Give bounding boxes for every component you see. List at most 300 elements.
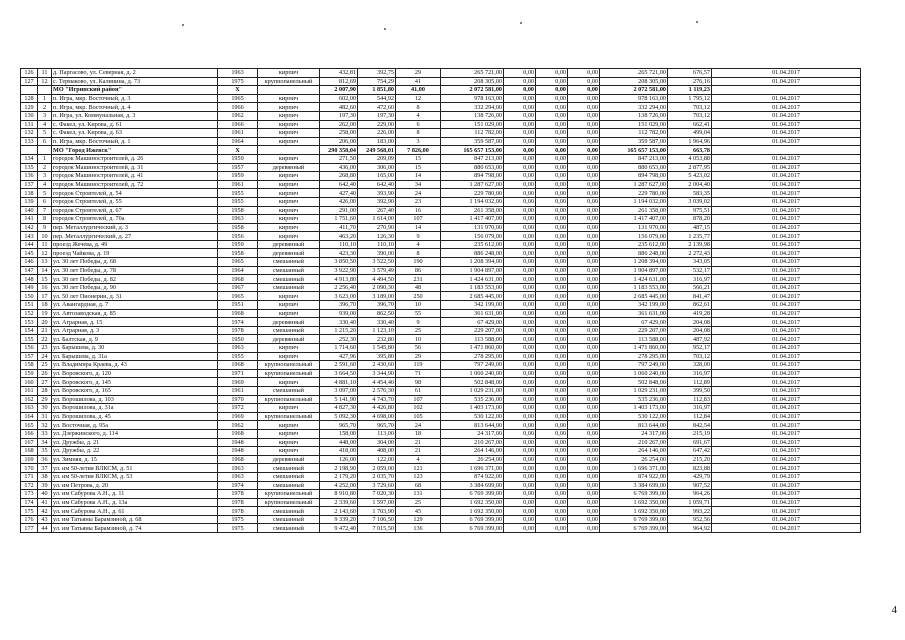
cell-mat: кирпич: [258, 137, 320, 146]
cell-total: 278 295,00: [600, 352, 668, 361]
cell-z1: 0,00: [504, 129, 536, 138]
cell-s1: 396,70: [320, 301, 358, 310]
cell-mat: кирпич: [258, 197, 320, 206]
cell-z3: 0,00: [568, 498, 600, 507]
cell-b: 3: [38, 172, 52, 181]
cell-u: 993,22: [668, 507, 712, 516]
cell-date: 01.04.2017: [712, 455, 861, 464]
cell-sum: 2 072 581,00: [441, 86, 504, 95]
cell-s1: 427,40: [320, 189, 358, 198]
cell-name: проезд Чайкова, д. 19: [52, 249, 218, 258]
table-row: [21, 490, 861, 499]
cell-mat: кирпич: [258, 344, 320, 353]
cell-name: ул. им Сабурова А.Н., д. 13а: [52, 498, 218, 507]
cell-mat: кирпич: [258, 189, 320, 198]
cell-z3: 0,00: [568, 189, 600, 198]
cell-year: 1975: [218, 524, 258, 533]
cell-s1: 2 143,60: [320, 507, 358, 516]
cell-year: X: [218, 146, 258, 155]
cell-n: 14: [396, 172, 441, 181]
cell-date: 01.04.2017: [712, 481, 861, 490]
cell-z3: 0,00: [568, 292, 600, 301]
cell-total: 886 248,00: [600, 249, 668, 258]
cell-date: 01.04.2017: [712, 120, 861, 129]
cell-a: 133: [21, 137, 38, 146]
cell-year: 1957: [218, 163, 258, 172]
cell-u: 204,08: [668, 326, 712, 335]
cell-z1: 0,00: [504, 103, 536, 112]
cell-total: 131 970,00: [600, 223, 668, 232]
cell-total: 264 146,00: [600, 447, 668, 456]
cell-s1: 3 664,50: [320, 369, 358, 378]
cell-date: 01.04.2017: [712, 395, 861, 404]
cell-mat: кирпич: [258, 301, 320, 310]
cell-total: 342 199,00: [600, 301, 668, 310]
cell-mat: кирпич: [258, 172, 320, 181]
cell-s1: 110,10: [320, 240, 358, 249]
cell-b: 10: [38, 232, 52, 241]
cell-z3: 0,00: [568, 352, 600, 361]
table-row: [21, 283, 861, 292]
cell-s1: 126,00: [320, 455, 358, 464]
cell-sum: 208 305,00: [441, 77, 504, 86]
cell-year: 1968: [218, 361, 258, 370]
cell-z3: 0,00: [568, 515, 600, 524]
cell-date: 01.04.2017: [712, 524, 861, 533]
cell-z3: 0,00: [568, 129, 600, 138]
cell-mat: кирпич: [258, 352, 320, 361]
cell-s1: 448,00: [320, 438, 358, 447]
cell-mat: смешанный: [258, 266, 320, 275]
cell-total: 1 471 860,00: [600, 344, 668, 353]
cell-z2: 0,00: [536, 309, 568, 318]
cell-year: 1968: [218, 309, 258, 318]
document-sheet: [20, 68, 880, 533]
cell-date: 01.04.2017: [712, 240, 861, 249]
table-row: [21, 292, 861, 301]
cell-s1: 463,20: [320, 232, 358, 241]
cell-z1: 0,00: [504, 335, 536, 344]
cell-s1: 197,30: [320, 111, 358, 120]
cell-z2: 0,00: [536, 472, 568, 481]
cell-sum: 24 317,00: [441, 429, 504, 438]
cell-date: 01.04.2017: [712, 223, 861, 232]
cell-b: 21: [38, 326, 52, 335]
cell-sum: 502 848,00: [441, 378, 504, 387]
cell-b: 40: [38, 490, 52, 499]
cell-name: ул. Барышева, д. 30: [52, 344, 218, 353]
cell-sum: 112 782,00: [441, 129, 504, 138]
cell-mat: смешанный: [258, 464, 320, 473]
cell-u: 2 877,95: [668, 163, 712, 172]
cell-s1: 3 850,50: [320, 258, 358, 267]
cell-date: 01.04.2017: [712, 249, 861, 258]
cell-sum: 1 904 897,00: [441, 266, 504, 275]
cell-s1: 1 751,60: [320, 215, 358, 224]
table-row: [21, 172, 861, 181]
cell-a: 159: [21, 369, 38, 378]
cell-z3: 0,00: [568, 94, 600, 103]
cell-z1: 0,00: [504, 197, 536, 206]
cell-z1: 0,00: [504, 515, 536, 524]
cell-s2: 4 494,50: [358, 275, 396, 284]
cell-b: 31: [38, 412, 52, 421]
cell-total: 1 194 032,00: [600, 197, 668, 206]
cell-mat: [258, 146, 320, 155]
cell-s1: 5 141,90: [320, 395, 358, 404]
cell-year: 1967: [218, 283, 258, 292]
cell-u: 316,97: [668, 404, 712, 413]
table-row: [21, 309, 861, 318]
cell-z2: 0,00: [536, 455, 568, 464]
cell-name: ул. им 50-летия ВЛКСМ, д. 53: [52, 472, 218, 481]
table-row: [21, 344, 861, 353]
cell-total: 6 769 399,00: [600, 524, 668, 533]
cell-s2: 306,00: [358, 163, 396, 172]
cell-s1: 426,00: [320, 197, 358, 206]
cell-s2: 1 703,90: [358, 507, 396, 516]
cell-n: 3: [396, 137, 441, 146]
cell-name: п. Игра, ул. Коммунальная, д. 3: [52, 111, 218, 120]
cell-z1: 0,00: [504, 215, 536, 224]
cell-z3: 0,00: [568, 275, 600, 284]
cell-total: 1 692 350,00: [600, 498, 668, 507]
cell-a: 146: [21, 258, 38, 267]
table-row: [21, 335, 861, 344]
cell-date: 01.04.2017: [712, 69, 861, 78]
cell-n: 4: [396, 455, 441, 464]
cell-total: 359 587,00: [600, 137, 668, 146]
cell-z3: 0,00: [568, 103, 600, 112]
table-row: [21, 163, 861, 172]
cell-s1: 4 913,80: [320, 275, 358, 284]
cell-a: 126: [21, 69, 38, 78]
cell-mat: смешанный: [258, 481, 320, 490]
cell-z3: 0,00: [568, 180, 600, 189]
scan-speck: [520, 22, 522, 24]
cell-s1: 3 097,00: [320, 386, 358, 395]
cell-z3: 0,00: [568, 146, 600, 155]
cell-mat: кирпич: [258, 94, 320, 103]
cell-mat: деревянный: [258, 335, 320, 344]
cell-sum: 847 213,00: [441, 154, 504, 163]
cell-s1: 642,40: [320, 180, 358, 189]
cell-date: 01.04.2017: [712, 386, 861, 395]
cell-total: 261 358,00: [600, 206, 668, 215]
cell-b: 29: [38, 395, 52, 404]
cell-u: 487,92: [668, 335, 712, 344]
scan-speck: [696, 21, 698, 23]
cell-u: 3 039,02: [668, 197, 712, 206]
cell-a: 170: [21, 464, 38, 473]
cell-s2: 4 426,80: [358, 404, 396, 413]
cell-s2: 1 545,80: [358, 344, 396, 353]
cell-mat: деревянный: [258, 318, 320, 327]
cell-year: 1974: [218, 481, 258, 490]
cell-sum: 261 358,00: [441, 206, 504, 215]
cell-z3: 0,00: [568, 361, 600, 370]
cell-date: 01.04.2017: [712, 344, 861, 353]
cell-s2: 2 576,30: [358, 386, 396, 395]
cell-year: 1955: [218, 197, 258, 206]
cell-u: 204,08: [668, 318, 712, 327]
cell-mat: кирпич: [258, 223, 320, 232]
cell-s2: 229,00: [358, 120, 396, 129]
cell-date: 01.04.2017: [712, 77, 861, 86]
cell-sum: 131 970,00: [441, 223, 504, 232]
cell-s1: 4 827,30: [320, 404, 358, 413]
cell-z2: 0,00: [536, 223, 568, 232]
cell-date: 01.04.2017: [712, 266, 861, 275]
cell-total: 502 848,00: [600, 378, 668, 387]
cell-sum: 1 208 394,00: [441, 258, 504, 267]
cell-mat: кирпич: [258, 438, 320, 447]
cell-a: 154: [21, 326, 38, 335]
cell-u: 878,20: [668, 215, 712, 224]
cell-date: 01.04.2017: [712, 412, 861, 421]
cell-s2: 393,90: [358, 189, 396, 198]
cell-s2: 183,00: [358, 137, 396, 146]
cell-total: 1 183 553,00: [600, 283, 668, 292]
cell-z2: 0,00: [536, 412, 568, 421]
cell-sum: 264 146,00: [441, 447, 504, 456]
cell-sum: 2 685 445,00: [441, 292, 504, 301]
cell-s2: 395,80: [358, 352, 396, 361]
cell-s2: 304,00: [358, 438, 396, 447]
cell-z2: 0,00: [536, 69, 568, 78]
cell-a: 163: [21, 404, 38, 413]
cell-total: 530 122,00: [600, 412, 668, 421]
cell-n: 24: [396, 421, 441, 430]
cell-date: 01.04.2017: [712, 172, 861, 181]
cell-mat: [258, 86, 320, 95]
cell-date: 01.04.2017: [712, 103, 861, 112]
table-row: [21, 266, 861, 275]
cell-n: 29: [396, 352, 441, 361]
cell-year: 1969: [218, 412, 258, 421]
cell-s1: 3 623,00: [320, 292, 358, 301]
cell-year: 1978: [218, 490, 258, 499]
cell-total: 361 631,00: [600, 309, 668, 318]
cell-u: 964,92: [668, 524, 712, 533]
cell-b: 8: [38, 215, 52, 224]
cell-sum: 797 249,00: [441, 361, 504, 370]
cell-u: 112,89: [668, 378, 712, 387]
cell-date: 01.04.2017: [712, 515, 861, 524]
cell-mat: кирпич: [258, 378, 320, 387]
cell-n: 121: [396, 464, 441, 473]
cell-b: 9: [38, 223, 52, 232]
table-row: [21, 215, 861, 224]
cell-n: 25: [396, 498, 441, 507]
cell-name: ул. 30 лет Победы, д. 90: [52, 283, 218, 292]
cell-mat: кирпич: [258, 206, 320, 215]
cell-z1: 0,00: [504, 137, 536, 146]
cell-u: 1 235,77: [668, 232, 712, 241]
cell-a: 168: [21, 447, 38, 456]
scan-speck: [182, 24, 184, 26]
cell-a: 169: [21, 455, 38, 464]
cell-year: 1965: [218, 258, 258, 267]
cell-year: 1966: [218, 103, 258, 112]
table-row: [21, 515, 861, 524]
cell-date: 01.04.2017: [712, 369, 861, 378]
table-row: [21, 395, 861, 404]
cell-s1: 2 007,90: [320, 86, 358, 95]
cell-sum: 3 384 699,00: [441, 481, 504, 490]
cell-b: 19: [38, 309, 52, 318]
cell-mat: крупнопанельный: [258, 490, 320, 499]
cell-a: 150: [21, 292, 38, 301]
cell-s2: 2 035,70: [358, 472, 396, 481]
cell-name: городок Строителей, д. 67: [52, 206, 218, 215]
cell-z1: 0,00: [504, 146, 536, 155]
cell-date: 01.04.2017: [712, 498, 861, 507]
table-row: [21, 404, 861, 413]
cell-z3: 0,00: [568, 395, 600, 404]
cell-n: 7 826,00: [396, 146, 441, 155]
cell-date: 01.04.2017: [712, 301, 861, 310]
cell-name: городок Строителей, д. 55: [52, 197, 218, 206]
cell-name: с. Факел, ул. Кирова, д. 61: [52, 120, 218, 129]
cell-z1: 0,00: [504, 395, 536, 404]
table-row: [21, 386, 861, 395]
cell-b: [38, 86, 52, 95]
cell-total: 332 294,00: [600, 103, 668, 112]
table-row: [21, 189, 861, 198]
cell-name: городок Машиностроителей, д. 41: [52, 172, 218, 181]
cell-z2: 0,00: [536, 490, 568, 499]
cell-total: 26 254,00: [600, 455, 668, 464]
cell-z3: 0,00: [568, 77, 600, 86]
cell-s1: 158,00: [320, 429, 358, 438]
cell-mat: смешанный: [258, 386, 320, 395]
cell-a: 173: [21, 490, 38, 499]
cell-mat: кирпич: [258, 215, 320, 224]
cell-z2: 0,00: [536, 154, 568, 163]
cell-name: проезд Жечева, д. 49: [52, 240, 218, 249]
cell-year: 1959: [218, 154, 258, 163]
cell-z1: 0,00: [504, 180, 536, 189]
cell-name: ул. Авангардная, д. 7: [52, 301, 218, 310]
cell-date: 01.04.2017: [712, 507, 861, 516]
cell-total: 6 769 399,00: [600, 515, 668, 524]
cell-year: 1964: [218, 266, 258, 275]
cell-name: ул. 30 лет Победы, д. 78: [52, 266, 218, 275]
cell-u: 328,00: [668, 361, 712, 370]
cell-n: 34: [396, 180, 441, 189]
cell-b: 4: [38, 120, 52, 129]
cell-s2: 392,90: [358, 197, 396, 206]
cell-total: 1 696 371,00: [600, 464, 668, 473]
cell-total: 3 384 699,00: [600, 481, 668, 490]
table-row: [21, 421, 861, 430]
cell-name: с. Термаково, ул. Калинина, д. 73: [52, 77, 218, 86]
cell-z1: 0,00: [504, 326, 536, 335]
cell-b: 5: [38, 129, 52, 138]
cell-name: ул. 30 лет Победы, д. 82: [52, 275, 218, 284]
cell-year: 1948: [218, 438, 258, 447]
cell-year: 1959: [218, 172, 258, 181]
cell-s1: 2 256,40: [320, 283, 358, 292]
cell-s1: 3 922,90: [320, 266, 358, 275]
cell-date: 01.04.2017: [712, 232, 861, 241]
cell-s2: 2 430,60: [358, 361, 396, 370]
cell-date: 01.04.2017: [712, 275, 861, 284]
cell-name: ул. Ворошилова, д. 103: [52, 395, 218, 404]
cell-b: 1: [38, 154, 52, 163]
cell-n: 123: [396, 472, 441, 481]
cell-z3: 0,00: [568, 490, 600, 499]
cell-year: 1955: [218, 352, 258, 361]
cell-u: 343,05: [668, 258, 712, 267]
cell-name: п. Игра, мкр. Восточный, д. 1: [52, 137, 218, 146]
cell-z2: 0,00: [536, 266, 568, 275]
cell-name: ул. Барышева, д. 31а: [52, 352, 218, 361]
cell-u: 964,26: [668, 490, 712, 499]
cell-z2: 0,00: [536, 318, 568, 327]
cell-sum: 6 769 399,00: [441, 524, 504, 533]
cell-total: 2 685 445,00: [600, 292, 668, 301]
cell-u: 316,97: [668, 369, 712, 378]
cell-name: с. Факел, ул. Кирова, д. 63: [52, 129, 218, 138]
cell-n: 61: [396, 386, 441, 395]
cell-z1: 0,00: [504, 421, 536, 430]
cell-sum: 113 588,00: [441, 335, 504, 344]
cell-z3: 0,00: [568, 378, 600, 387]
cell-s2: 1 123,10: [358, 326, 396, 335]
cell-z2: 0,00: [536, 292, 568, 301]
cell-name: ул. 50 лет Пионерии, д. 31: [52, 292, 218, 301]
cell-n: 4: [396, 240, 441, 249]
cell-total: 229 780,00: [600, 189, 668, 198]
cell-u: 112,84: [668, 412, 712, 421]
cell-mat: смешанный: [258, 326, 320, 335]
cell-b: 2: [38, 103, 52, 112]
cell-a: 155: [21, 335, 38, 344]
cell-name: ул. Дружбы, д. 22: [52, 447, 218, 456]
cell-z3: 0,00: [568, 421, 600, 430]
cell-name: ул. 30 лет Победы, д. 68: [52, 258, 218, 267]
cell-s1: 291,00: [320, 206, 358, 215]
table-row: [21, 481, 861, 490]
cell-z1: 0,00: [504, 120, 536, 129]
cell-z2: 0,00: [536, 172, 568, 181]
cell-z1: 0,00: [504, 266, 536, 275]
cell-z1: 0,00: [504, 438, 536, 447]
cell-z1: 0,00: [504, 232, 536, 241]
cell-sum: 978 163,00: [441, 94, 504, 103]
cell-z2: 0,00: [536, 429, 568, 438]
cell-u: 907,52: [668, 481, 712, 490]
table-row: [21, 429, 861, 438]
cell-z2: 0,00: [536, 283, 568, 292]
cell-sum: 6 769 399,00: [441, 515, 504, 524]
cell-s2: 249 568,01: [358, 146, 396, 155]
cell-z1: 0,00: [504, 412, 536, 421]
table-row: [21, 223, 861, 232]
cell-z3: 0,00: [568, 86, 600, 95]
cell-a: 175: [21, 507, 38, 516]
cell-total: 1 904 897,00: [600, 266, 668, 275]
cell-a: 162: [21, 395, 38, 404]
cell-z3: 0,00: [568, 154, 600, 163]
cell-name: п. Игра, мкр. Восточный, д. 3: [52, 94, 218, 103]
cell-date: 01.04.2017: [712, 438, 861, 447]
cell-a: 157: [21, 352, 38, 361]
cell-date: 01.04.2017: [712, 258, 861, 267]
cell-mat: смешанный: [258, 275, 320, 284]
